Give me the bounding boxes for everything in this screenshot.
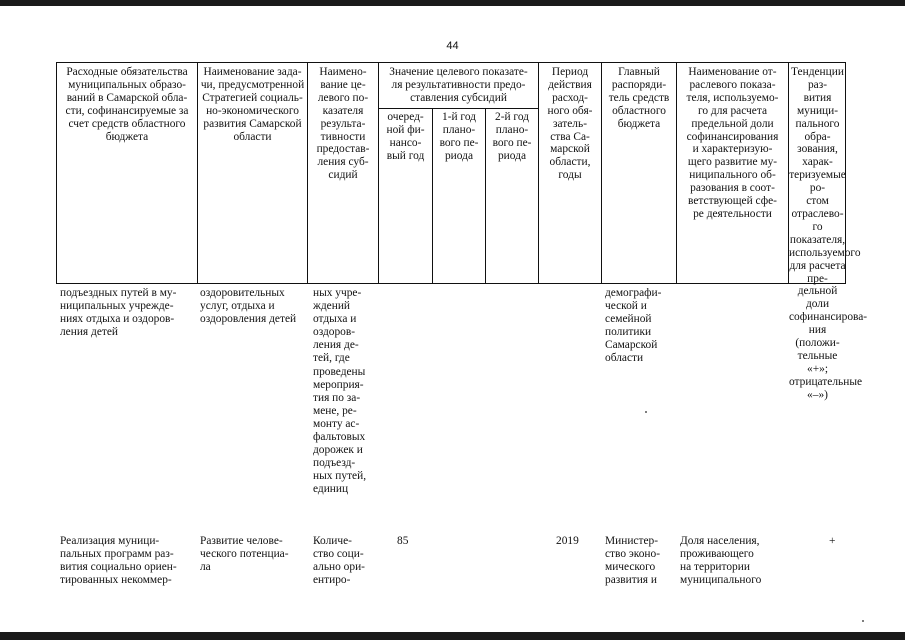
header-indicator-name: Наимено- вание це- левого по- казателя результа- тивности предостав- ления суб- сидий bbox=[316, 66, 370, 182]
header-main-manager: Главный распоряди- тель средств областного бюджета bbox=[608, 66, 670, 130]
row1-strategy-task: оздоровительных услуг, отдыха и оздоровления детей bbox=[200, 287, 297, 326]
row2-trend-sign: + bbox=[829, 535, 836, 547]
scan-speck bbox=[862, 620, 864, 622]
header-plan-year-1: 1-й год плано- вого пе- риода bbox=[439, 111, 479, 162]
header-period: Период действия расход- ного обя- затель- ства Са- марской области, годы bbox=[547, 66, 593, 182]
scan-speck bbox=[645, 411, 647, 413]
header-plan-year-2: 2-й год плано- вого пе- риода bbox=[492, 111, 532, 162]
row2-period: 2019 bbox=[556, 535, 579, 547]
header-trends: Тенденции раз- вития муници- пального обра- зования, харак- теризуемые ро- стом отраслево- го показателя, используемого для расчета пре- дельной доли софинансирова- ния (положи- тельные «+»; отрицательные «–») bbox=[789, 66, 868, 401]
row2-indicator-name: Количе- ство соци- ально ори- ентиро- bbox=[313, 535, 365, 587]
row2-main-manager: Министер- ство эконо- мического развития и bbox=[605, 535, 661, 587]
row1-expense-obligation: подъездных путей в му- ниципальных учрежде- ниях отдыха и оздоров- ления детей bbox=[60, 287, 177, 339]
scan-top-edge bbox=[0, 0, 905, 6]
header-sector-indicator: Наименование от- раслевого показа- теля, используемо- го для расчета предельной доли софинансирования и характеризую- щего развитие му- ниципального об- разования в соот- ветствующей сфе- ре деятельности bbox=[686, 66, 779, 220]
header-indicator-values: Значение целевого показате- ля результативности предо- ставления субсидий bbox=[389, 66, 528, 104]
header-current-year: очеред- ной фи- нансо- вый год bbox=[386, 111, 425, 162]
row2-expense-obligation: Реализация муници- пальных программ раз- вития социально ориен- тированных некоммер- bbox=[60, 535, 177, 587]
header-subdivider bbox=[378, 108, 538, 109]
row1-main-manager: демографи- ческой и семейной политики Самарской области bbox=[605, 287, 662, 365]
header-expense-obligations: Расходные обязательства муниципальных образо- ваний в Самарской обла- сти, софинансируемые за счет средств областного бюджета bbox=[65, 66, 189, 143]
header-strategy-task: Наименование зада- чи, предусмотренной Стратегией социаль- но-экономического развития Самарской области bbox=[200, 66, 305, 143]
scan-bottom-edge bbox=[0, 632, 905, 640]
row2-strategy-task: Развитие челове- ческого потенциа- ла bbox=[200, 535, 289, 574]
row1-indicator-name: ных учре- ждений отдыха и оздоров- ления де- тей, где проведены мероприя- тия по за- мене, ре- монту ас- фальтовых дорожек и подъезд- ных путей, единиц bbox=[313, 287, 367, 496]
row2-indicator-value: 85 bbox=[397, 535, 409, 547]
row2-sector-indicator: Доля населения, проживающего на территории муниципального bbox=[680, 535, 762, 587]
page-number: 44 bbox=[446, 40, 459, 52]
